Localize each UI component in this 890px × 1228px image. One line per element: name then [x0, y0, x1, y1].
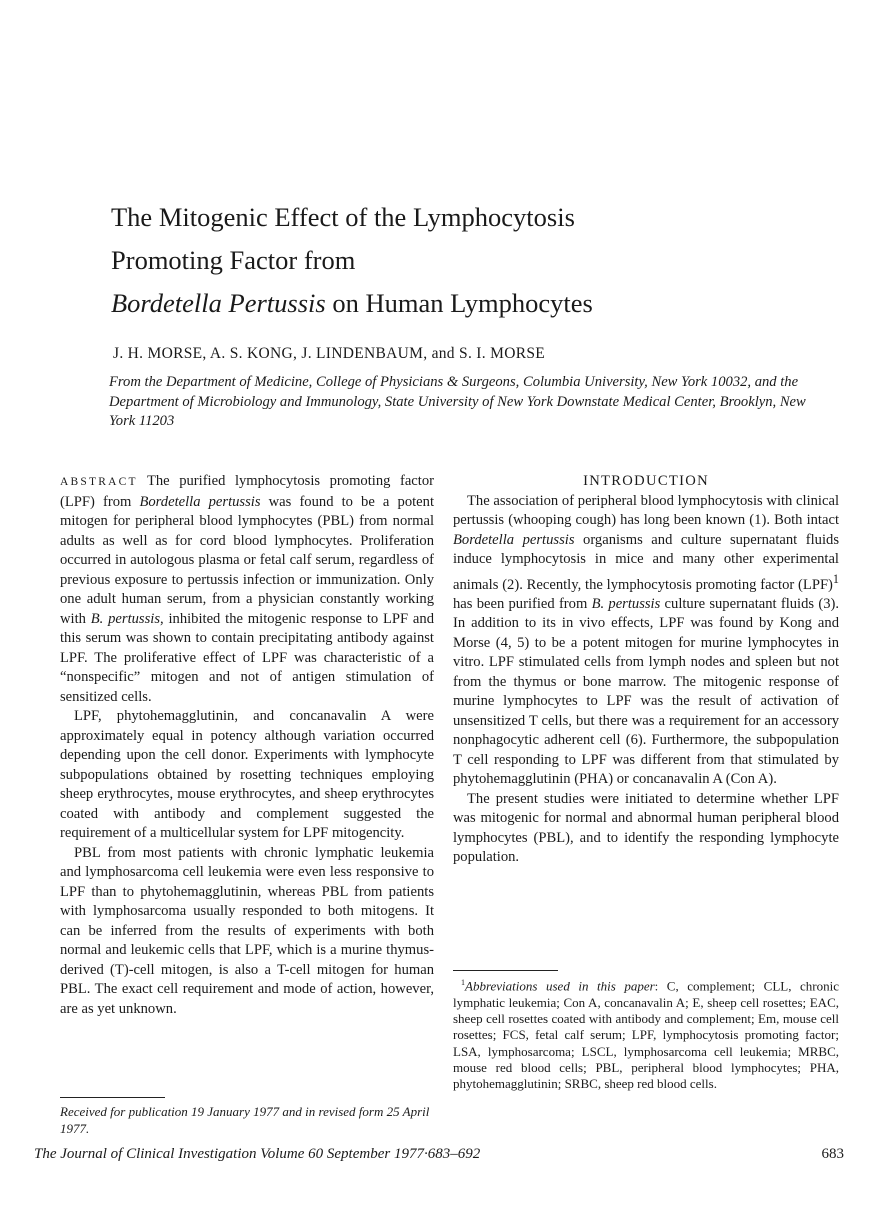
intro-text: has been purified from: [453, 595, 592, 612]
abstract-paragraph-2: LPF, phytohemagglutinin, and concanavalin A were approximately equal in potency although variation occurred depending upon the cell donor. Experiments with lymphocyte subpopulations obtained by rosetting techniques employing sheep erythrocytes, mouse erythrocytes, and sheep erythrocytes coated with antibody and complement suggested the requirement of a multicellular system for LPF mitogencity.: [60, 708, 434, 841]
footnote-lead: Abbreviations used in this paper: [465, 978, 655, 994]
abstract-paragraph-1: [60, 472, 434, 707]
title-line-1: The Mitogenic Effect of the Lymphocytosis: [111, 202, 575, 232]
title-line-2: Promoting Factor from: [111, 245, 356, 275]
abstract-text: was found to be a potent mitogen for peripheral blood lymphocytes (PBL) from normal adults as well as for cord blood lymphocytes. Proliferation occurred in autologous plasma or fetal calf serum, regardless of previous exposure to pertussis infection or immunization. Only one adult human serum, from a physician constantly working with: [60, 493, 434, 627]
author-affiliation: From the Department of Medicine, College of Physicians & Surgeons, Columbia University, New York 10032, and the Department of Microbiology and Immunology, State University of New York Downstate Medical Center, Brooklyn, New York 11203: [109, 374, 806, 429]
abstract-text: , inhibited the mitogenic response to LPF and this serum was shown to contain precipitating antibody against LPF. The proliferative effect of LPF was characteristic of a “nonspecific” mitogen and not of antigen stimulation of sensitized cells.: [60, 610, 434, 705]
right-column: [453, 472, 839, 868]
footnote-marker[interactable]: 1: [832, 571, 839, 586]
received-note: Received for publication 19 January 1977 and in revised form 25 April 1977.: [60, 1104, 430, 1136]
article-title: [111, 196, 811, 325]
page-number: 683: [821, 1146, 844, 1162]
intro-organism-short: B. pertussis: [591, 595, 661, 612]
abbreviations-footnote: [453, 975, 839, 1092]
introduction-paragraph-1: [453, 492, 839, 790]
title-organism: Bordetella Pertussis: [111, 288, 326, 318]
abstract-label: ABSTRACT: [60, 476, 138, 488]
intro-text: The association of peripheral blood lymphocytosis with clinical pertussis (whooping cough) has long been known (1). Both intact: [453, 492, 839, 528]
title-line-3: [111, 282, 811, 325]
intro-organism: Bordetella pertussis: [453, 531, 575, 548]
abstract-organism-short: B. pertussis: [90, 610, 161, 627]
footnote-divider-left: [60, 1097, 165, 1098]
intro-text: culture supernatant fluids (3). In addition to its in vivo effects, LPF was found by Kong and Morse (4, 5) to be a potent mitogen for murine lymphocytes in vitro. LPF stimulated cells from lymph nodes and spleen but not from the thymus or bone marrow. The mitogenic response of murine lymphocytes to LPF was the result of activation of unsensitized T cells, but there was a requirement for an accessory nonphagocytic adherent cell (6). Furthermore, the subpopulation T cell responding to LPF was different from that stimulated by phytohemagglutinin (PHA) or concanavalin A (Con A).: [453, 595, 839, 788]
title-line-3-rest: on Human Lymphocytes: [325, 288, 593, 318]
author-list: J. H. MORSE, A. S. KONG, J. LINDENBAUM, and S. I. MORSE: [113, 345, 546, 362]
journal-citation: The Journal of Clinical Investigation Volume 60 September 1977·683–692: [34, 1146, 481, 1162]
intro-text: organisms and culture supernatant fluids induce lymphocytosis in mice and many other experimental animals (2). Recently, the lymphocytosis promoting factor (LPF): [453, 531, 839, 593]
abstract-text: The purified lymphocytosis promoting factor (LPF) from: [60, 473, 434, 510]
introduction-paragraph-2: The present studies were initiated to determine whether LPF was mitogenic for normal and abnormal human peripheral blood lymphocytes (PBL), and to identify the responding lymphocyte population.: [453, 790, 839, 866]
footnote-number: 1: [461, 978, 465, 987]
left-column: [60, 472, 434, 1019]
footnote-divider-right: [453, 970, 558, 971]
footnote-text: : C, complement; CLL, chronic lymphatic leukemia; Con A, concanavalin A; E, sheep cell rosettes; EAC, sheep cell rosettes coated with antibody and complement; Em, mouse cell rosettes; FCS, fetal calf serum; LPF, lymphocytosis promoting factor; LSA, lymphosarcoma; LSCL, lymphosarcoma cell leukemia; MRBC, mouse red blood cells; PBL, peripheral blood lymphocytes; PHA, phytohemagglutinin; SRBC, sheep red blood cells.: [453, 978, 839, 1092]
section-heading-introduction: INTRODUCTION: [583, 473, 709, 489]
abstract-organism: Bordetella pertussis: [139, 493, 261, 510]
abstract-paragraph-3: PBL from most patients with chronic lymphatic leukemia and lymphosarcoma cell leukemia were even less responsive to LPF than to phytohemagglutinin, whereas PBL from patients with lymphosarcoma usually responded to both mitogens. It can be inferred from the results of experiments with both normal and leukemic cells that LPF, which is a murine thymus-derived (T)-cell mitogen, is also a T-cell mitogen for human PBL. The exact cell requirement and mode of action, however, are as yet unknown.: [60, 844, 434, 1017]
